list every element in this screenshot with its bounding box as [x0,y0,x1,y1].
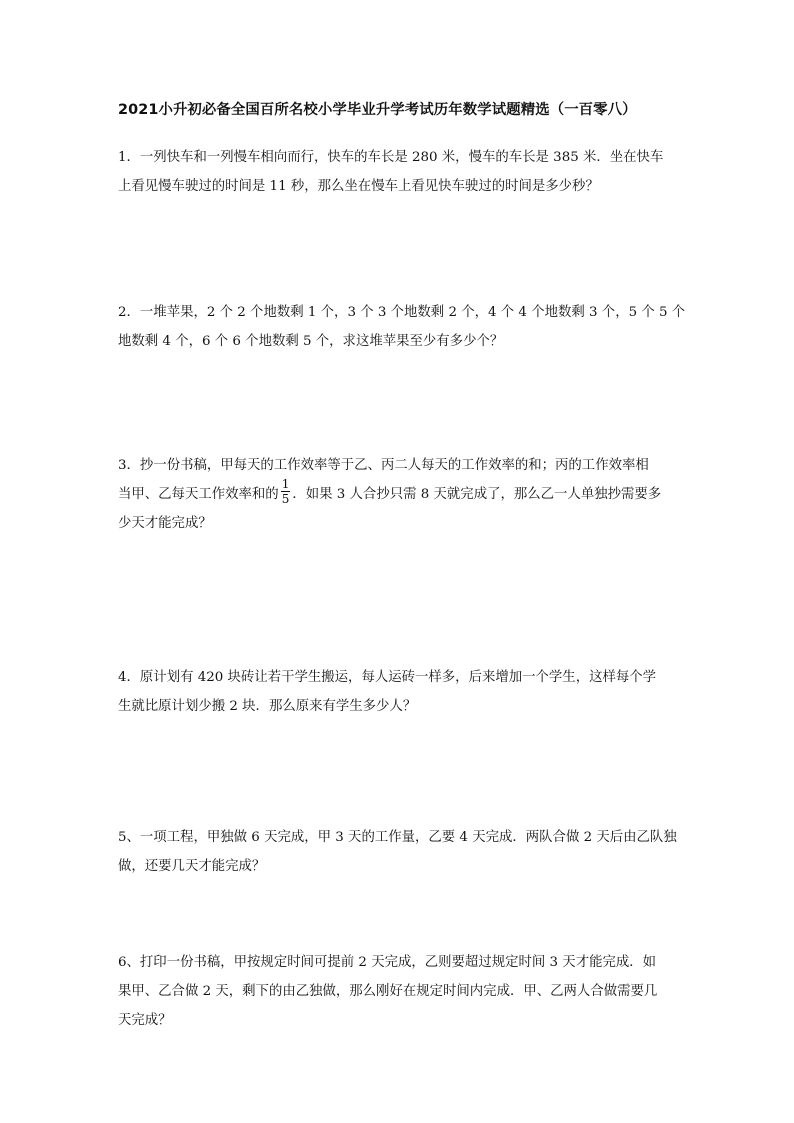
question-text-segment: 当甲、乙每天工作效率和的 [118,487,279,502]
question-text-line: 5、一项工程，甲独做 6 天完成，甲 3 天的工作量，乙要 4 天完成．两队合做 2 天后由乙队独 [118,830,677,845]
question-text-line: 果甲、乙合做 2 天，剩下的由乙独做，那么刚好在规定时间内完成．甲、乙两人合做需要几 [118,984,658,999]
question-text-line: 地数剩 4 个，6 个 6 个地数剩 5 个，求这堆苹果至少有多少个？ [118,334,504,349]
fraction [281,477,291,506]
question-text-line [118,477,678,509]
question-text-line: 少天才能完成？ [118,516,212,531]
question-text-line: 做，还要几天才能完成？ [118,859,266,874]
page-title: 2021小升初必备全国百所名校小学毕业升学考试历年数学试题精选（一百零八） [118,102,637,118]
question-1 [118,143,678,201]
question-text-line: 1．一列快车和一列慢车相向而行，快车的车长是 280 米，慢车的车长是 385 米．坐在快车 [118,150,664,165]
question-6 [118,948,678,1035]
fraction-numerator: 1 [281,477,290,491]
question-text-line: 上看见慢车驶过的时间是 11 秒，那么坐在慢车上看见快车驶过的时间是多少秒？ [118,179,599,194]
fraction-denominator: 5 [281,492,290,506]
question-text-line: 生就比原计划少搬 2 块．那么原来有学生多少人？ [118,699,417,714]
question-text-line: 4．原计划有 420 块砖让若干学生搬运，每人运砖一样多，后来增加一个学生，这样每个学 [118,670,657,685]
question-text-line: 3．抄一份书稿，甲每天的工作效率等于乙、丙二人每天的工作效率的和；丙的工作效率相 [118,458,649,473]
question-4 [118,663,678,721]
question-text-segment: ．如果 3 人合抄只需 8 天就完成了，那么乙一人单独抄需要多 [292,487,662,502]
question-text-line: 6、打印一份书稿，甲按规定时间可提前 2 天完成，乙则要超过规定时间 3 天才能完成．如 [118,955,657,970]
question-2 [118,298,686,356]
question-5 [118,823,678,881]
question-text-line: 2．一堆苹果，2 个 2 个地数剩 1 个，3 个 3 个地数剩 2 个，4 个 4 个地数剩 3 个，5 个 5 个 [118,305,686,320]
question-text-line: 天完成？ [118,1013,172,1028]
question-3 [118,451,678,538]
